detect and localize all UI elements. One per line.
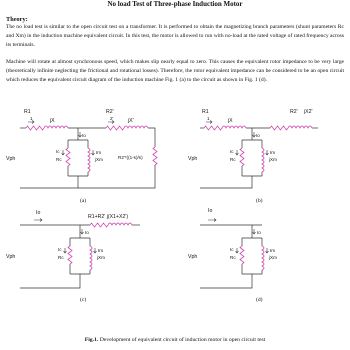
label-rc-b: Rc [230, 157, 236, 162]
label-ic-a: Ic [56, 149, 60, 154]
label-jx-b: jX [228, 118, 233, 124]
r2-resistor-b [270, 126, 288, 130]
label-r2p-b: R2' [290, 109, 298, 115]
label-io-in-c: Io [36, 210, 41, 216]
load-resistor-a [153, 147, 157, 165]
label-jx2-a: jX' [128, 118, 134, 124]
label-ic-c: Ic [58, 247, 62, 252]
figure-caption-text: Development of equivalent circuit of induction motor in open circuit test [98, 337, 266, 343]
label-im-b: Im [270, 150, 276, 155]
label-jxm-b: jXm [269, 157, 277, 162]
series-resistor-c [90, 223, 108, 227]
label-io-c: Io [85, 230, 89, 235]
theory-paragraph-1: The no load test is similar to the open circuit test on a transformer. It is performed to obtain the magnetizing branch parameters (shunt parameters Rc and Xm) in the induction machine equivalent circuit. In this test, the motor is allowed to run with no-load at the rated voltage of rated frequency across its terminals. [6, 24, 345, 48]
label-r2p-a: R2' [106, 109, 114, 115]
rc-resistor-b [240, 148, 244, 166]
jx-inductor-a [44, 126, 68, 128]
label-i1-b: 1 [207, 116, 210, 121]
label-io-b: Io [256, 133, 260, 138]
label-jxm-c: jXm [97, 255, 105, 260]
label-jx2-b: jX2' [304, 109, 313, 115]
rc-resistor-a [66, 148, 70, 166]
label-vph-d: Vph [188, 254, 198, 260]
caption-a: (a) [80, 198, 87, 204]
label-rc-a: Rc [56, 157, 62, 162]
label-jx-a: jX [50, 118, 55, 124]
label-vph-c: Vph [6, 254, 16, 260]
circuit-b [188, 109, 318, 204]
caption-c: (c) [80, 297, 87, 303]
label-load-a: R2'*((1-s)/s) [118, 155, 143, 160]
label-r1-b: R1 [202, 109, 209, 115]
label-im-d: Im [270, 248, 276, 253]
label-jxm-a: jXm [95, 157, 103, 162]
label-rc-c: Rc [58, 255, 64, 260]
jx2-inductor-a [124, 126, 148, 128]
label-io-in-d: Io [208, 208, 213, 214]
circuit-d [188, 208, 277, 303]
figure-caption-label: Fig.1. [84, 337, 99, 343]
rc-resistor-d [240, 246, 244, 264]
jx2-inductor-b [288, 126, 312, 128]
r2-resistor-a [106, 126, 124, 130]
jx-inductor-b [222, 126, 246, 128]
caption-b: (b) [256, 198, 263, 204]
label-series-c: R1+R2' j(X1+X2') [88, 214, 129, 220]
xm-inductor-d [262, 246, 264, 270]
xm-inductor-a [88, 148, 90, 172]
series-inductor-c [108, 223, 132, 225]
label-im-a: Im [96, 150, 102, 155]
circuit-c [6, 210, 140, 303]
label-ic-b: Ic [230, 149, 234, 154]
label-io-a: Io [82, 133, 86, 138]
circuit-a [6, 109, 157, 204]
label-r1-a: R1 [24, 109, 31, 115]
r1-resistor-a [26, 126, 44, 130]
label-vph-a: Vph [6, 156, 16, 162]
label-im-c: Im [98, 248, 104, 253]
label-vph-b: Vph [188, 156, 198, 162]
label-i2-a: 2' [110, 116, 114, 121]
label-rc-d: Rc [230, 255, 236, 260]
theory-heading: Theory: [6, 16, 28, 23]
label-jxm-d: jXm [269, 255, 277, 260]
label-i1-a: 1 [30, 116, 33, 121]
xm-inductor-b [262, 148, 264, 172]
r1-resistor-b [204, 126, 222, 130]
label-io-d: Io [257, 230, 261, 235]
label-ic-d: Ic [230, 247, 234, 252]
caption-d: (d) [256, 297, 263, 303]
theory-paragraph-2: Machine will rotate at almost synchronous speed, which makes slip nearly equal to zero. This causes the equivalent rotor impedance to be very large (theoretically infinite neglecting the frictional and rotational losses). Therefore, the rotor equivalent impedance can be considered to be an open circuit which reduces the equivalent circuit diagram of the induction machine Fig. 1 (a) to the circuit as shown in Fig. 1 (d). [6, 59, 344, 83]
xm-inductor-c [90, 246, 92, 270]
page-title: No load Test of Three-phase Induction Motor [107, 0, 243, 8]
rc-resistor-c [68, 246, 72, 264]
figure-caption [0, 337, 350, 343]
